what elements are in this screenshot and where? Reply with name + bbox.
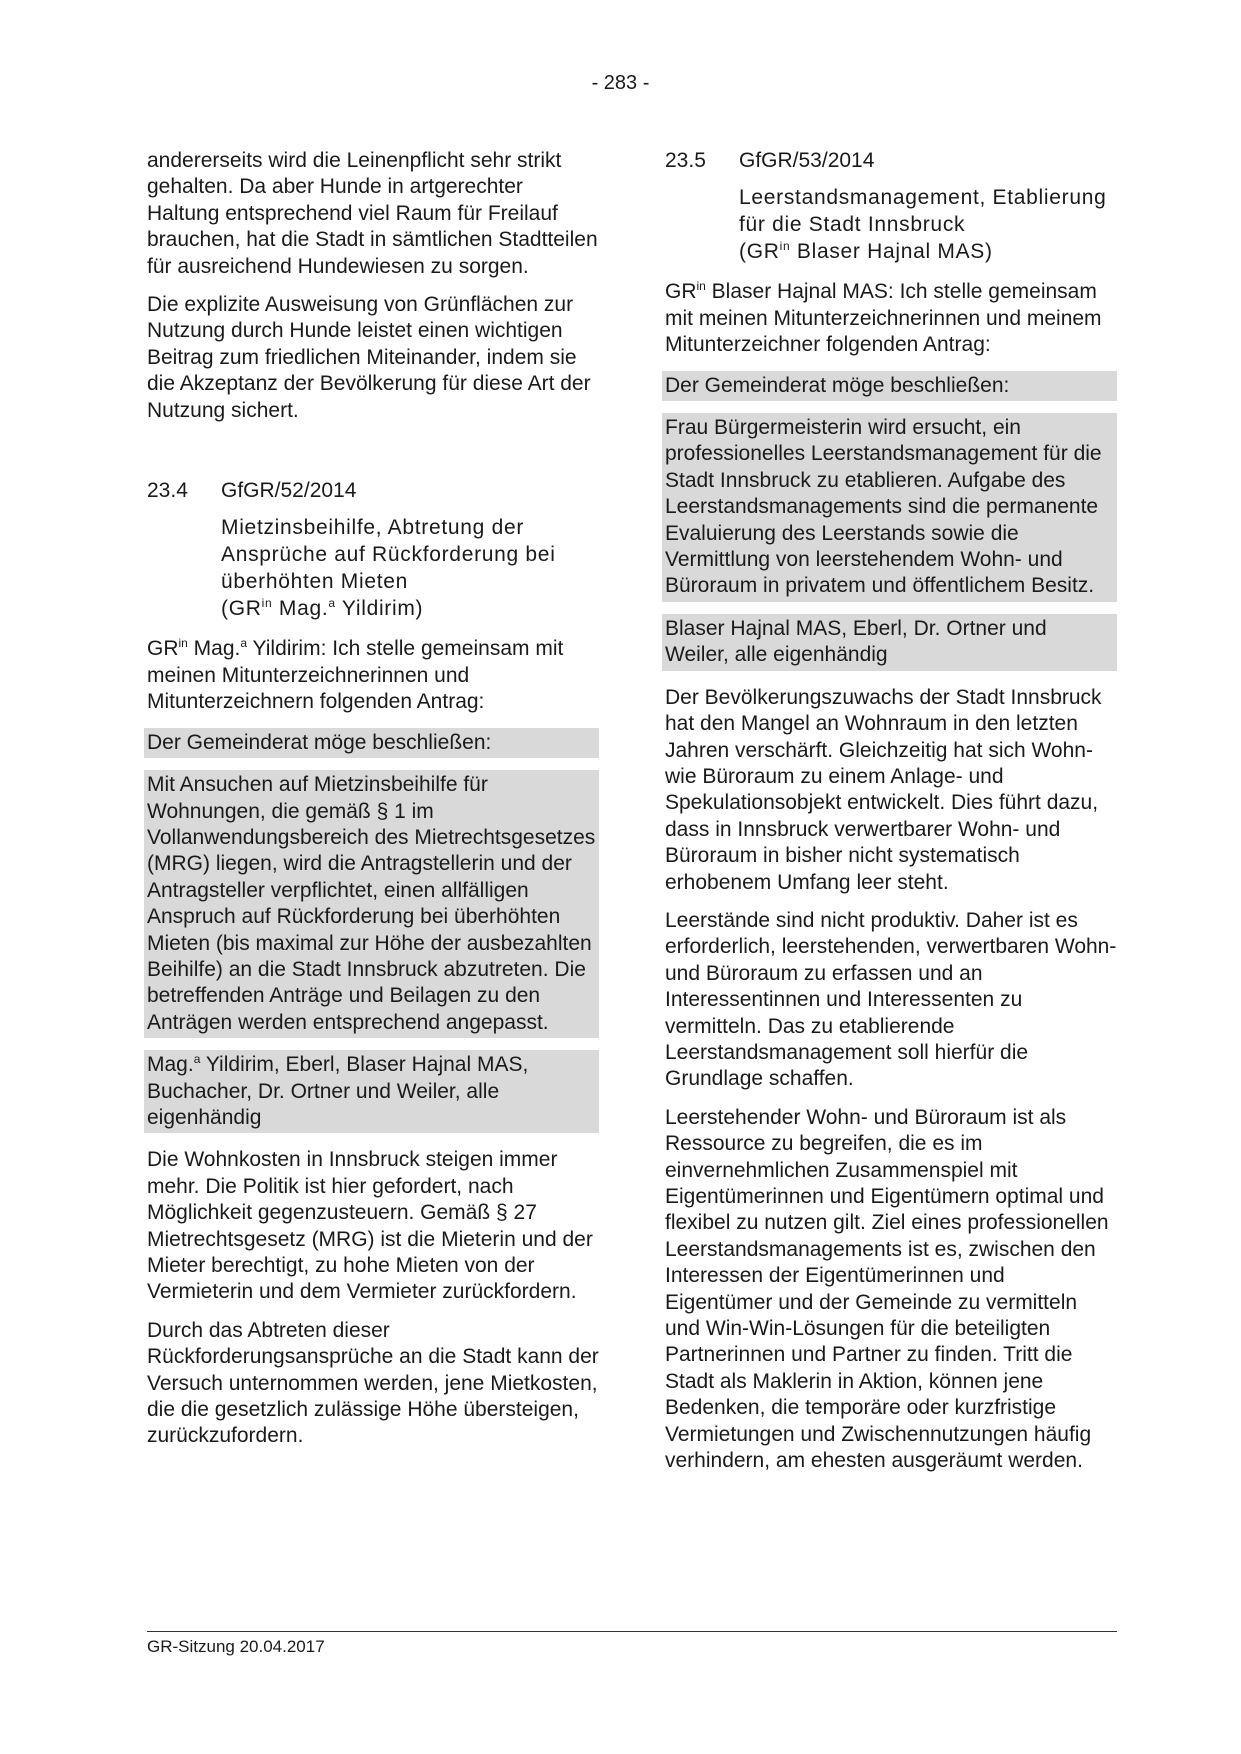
paragraph: Der Bevölkerungszuwachs der Stadt Innsbruck hat den Mangel an Wohnraum in den letzten Jahren verschärft. Gleichzeitig hat sich Wohn- wie Büroraum zu einem Anlage- und Spekulationsobjekt entwickelt. Dies führt dazu, dass in Innsbruck verwertbarer Wohn- und Büroraum in bisher nicht systematisch erhobenem Umfang leer steht. bbox=[665, 685, 1102, 894]
item-header bbox=[147, 478, 599, 504]
left-column bbox=[147, 148, 599, 1462]
item-author: ($GR^{in}$ Mag.$^a$ Yildirim) bbox=[221, 596, 424, 621]
page-number: - 283 - bbox=[591, 72, 650, 94]
motion-text-box: Mit Ansuchen auf Mietzinsbeihilfe für Wohnungen, die gemäß § 1 im Vollanwendungsbereich des Mietrechtsgesetzes (MRG) liegen, wird die Antragstellerin und der Antragsteller verpflichtet, einen allfälligen Anspruch auf Rückforderung bei überhöhten Mieten (bis maximal zur Höhe der ausbezahlten Beihilfe) an die Stadt Innsbruck abzutreten. Die betreffenden Anträge und Beilagen zu den Anträgen werden entsprechend angepasst. bbox=[144, 770, 599, 1038]
right-column bbox=[665, 148, 1117, 1486]
footer-divider bbox=[147, 1631, 1117, 1632]
motion-intro: $GR^{in}$ Blaser Hajnal MAS: Ich stelle gemeinsam mit meinen Mitunterzeichnerinnen und meinem Mitunterzeichner folgenden Antrag: bbox=[665, 279, 1102, 357]
item-author: ($GR^{in}$ Blaser Hajnal MAS) bbox=[739, 239, 993, 264]
motion-signatures-box: Blaser Hajnal MAS, Eberl, Dr. Ortner und Weiler, alle eigenhändig bbox=[662, 614, 1117, 671]
paragraph: Leerstehender Wohn- und Büroraum ist als Ressource zu begreifen, die es im einvernehmlichen Zusammenspiel mit Eigentümerinnen und Eigentümern optimal und flexibel zu nutzen gilt. Ziel eines professionellen Leerstandsmanagements ist es, zwischen den Interessen der Eigentümerinnen und Eigentümer und der Gemeinde zu vermitteln und Win-Win-Lösungen für die beteiligten Partnerinnen und Partner zu finden. Tritt die Stadt als Maklerin in Aktion, können jene Bedenken, die temporäre oder kurzfristige Vermietungen und Zwischennutzungen häufig verhindern, am ehesten ausgeräumt werden. bbox=[665, 1105, 1109, 1473]
item-header bbox=[665, 148, 1117, 174]
motion-intro: $GR^{in}$ Mag.$^a$ Yildirim: Ich stelle gemeinsam mit meinen Mitunterzeichnerinnen und Mitunterzeichnern folgenden Antrag: bbox=[147, 636, 564, 714]
motion-heading-box: Der Gemeinderat möge beschließen: bbox=[662, 371, 1117, 401]
paragraph: Die explizite Ausweisung von Grünflächen zur Nutzung durch Hunde leistet einen wichtigen Beitrag zum friedlichen Miteinander, indem sie die Akzeptanz der Bevölkerung für diese Art der Nutzung sichert. bbox=[147, 293, 591, 422]
motion-text-box: Frau Bürgermeisterin wird ersucht, ein professionelles Leerstandsmanagement für die Stadt Innsbruck zu etablieren. Aufgabe des Leerstandsmanagements sind die permanente Evaluierung des Leerstands sowie die Vermittlung von leerstehendem Wohn- und Büroraum in privatem und öffentlichem Besitz. bbox=[662, 413, 1117, 602]
item-title-block bbox=[221, 514, 599, 622]
motion-heading-box: Der Gemeinderat möge beschließen: bbox=[144, 728, 599, 758]
paragraph: Die Wohnkosten in Innsbruck steigen immer mehr. Die Politik ist hier gefordert, nach Möglichkeit gegenzusteuern. Gemäß § 27 Mietrechtsgesetz (MRG) ist die Mieterin und der Mieter berechtigt, zu hohe Mieten von der Vermieterin und dem Vermieter zurückfordern. bbox=[147, 1148, 593, 1304]
footer-text: GR-Sitzung 20.04.2017 bbox=[147, 1637, 325, 1656]
paragraph: Leerstände sind nicht produktiv. Daher ist es erforderlich, leerstehenden, verwertbaren Wohn- und Büroraum zu erfassen und an Interessentinnen und Interessenten zu vermitteln. Das zu etablierende Leerstandsmanagement soll hierfür die Grundlage schaffen. bbox=[665, 908, 1117, 1091]
item-number: 23.4 bbox=[147, 479, 188, 503]
item-reference: GfGR/53/2014 bbox=[739, 149, 875, 172]
paragraph: andererseits wird die Leinenpflicht sehr strikt gehalten. Da aber Hunde in artgerechter Haltung entsprechend viel Raum für Freilauf brauchen, hat die Stadt in sämtlichen Stadtteilen für ausreichend Hundewiesen zu sorgen. bbox=[147, 149, 598, 278]
item-title-block bbox=[739, 184, 1117, 265]
motion-signatures-box: Mag.$^a$ Yildirim, Eberl, Blaser Hajnal MAS, Buchacher, Dr. Ortner und Weiler, alle eigenhändig bbox=[144, 1050, 599, 1133]
item-title: Mietzinsbeihilfe, Abtretung der Ansprüche auf Rückforderung bei überhöhten Mieten bbox=[221, 516, 556, 594]
item-reference: GfGR/52/2014 bbox=[221, 479, 357, 503]
item-title: Leerstandsmanagement, Etablierung für die Stadt Innsbruck bbox=[739, 186, 1107, 237]
paragraph: Durch das Abtreten dieser Rückforderungsansprüche an die Stadt kann der Versuch unternommen werden, jene Mietkosten, die die gesetzlich zulässige Höhe übersteigen, zurückzufordern. bbox=[147, 1318, 599, 1448]
item-number: 23.5 bbox=[665, 149, 706, 172]
